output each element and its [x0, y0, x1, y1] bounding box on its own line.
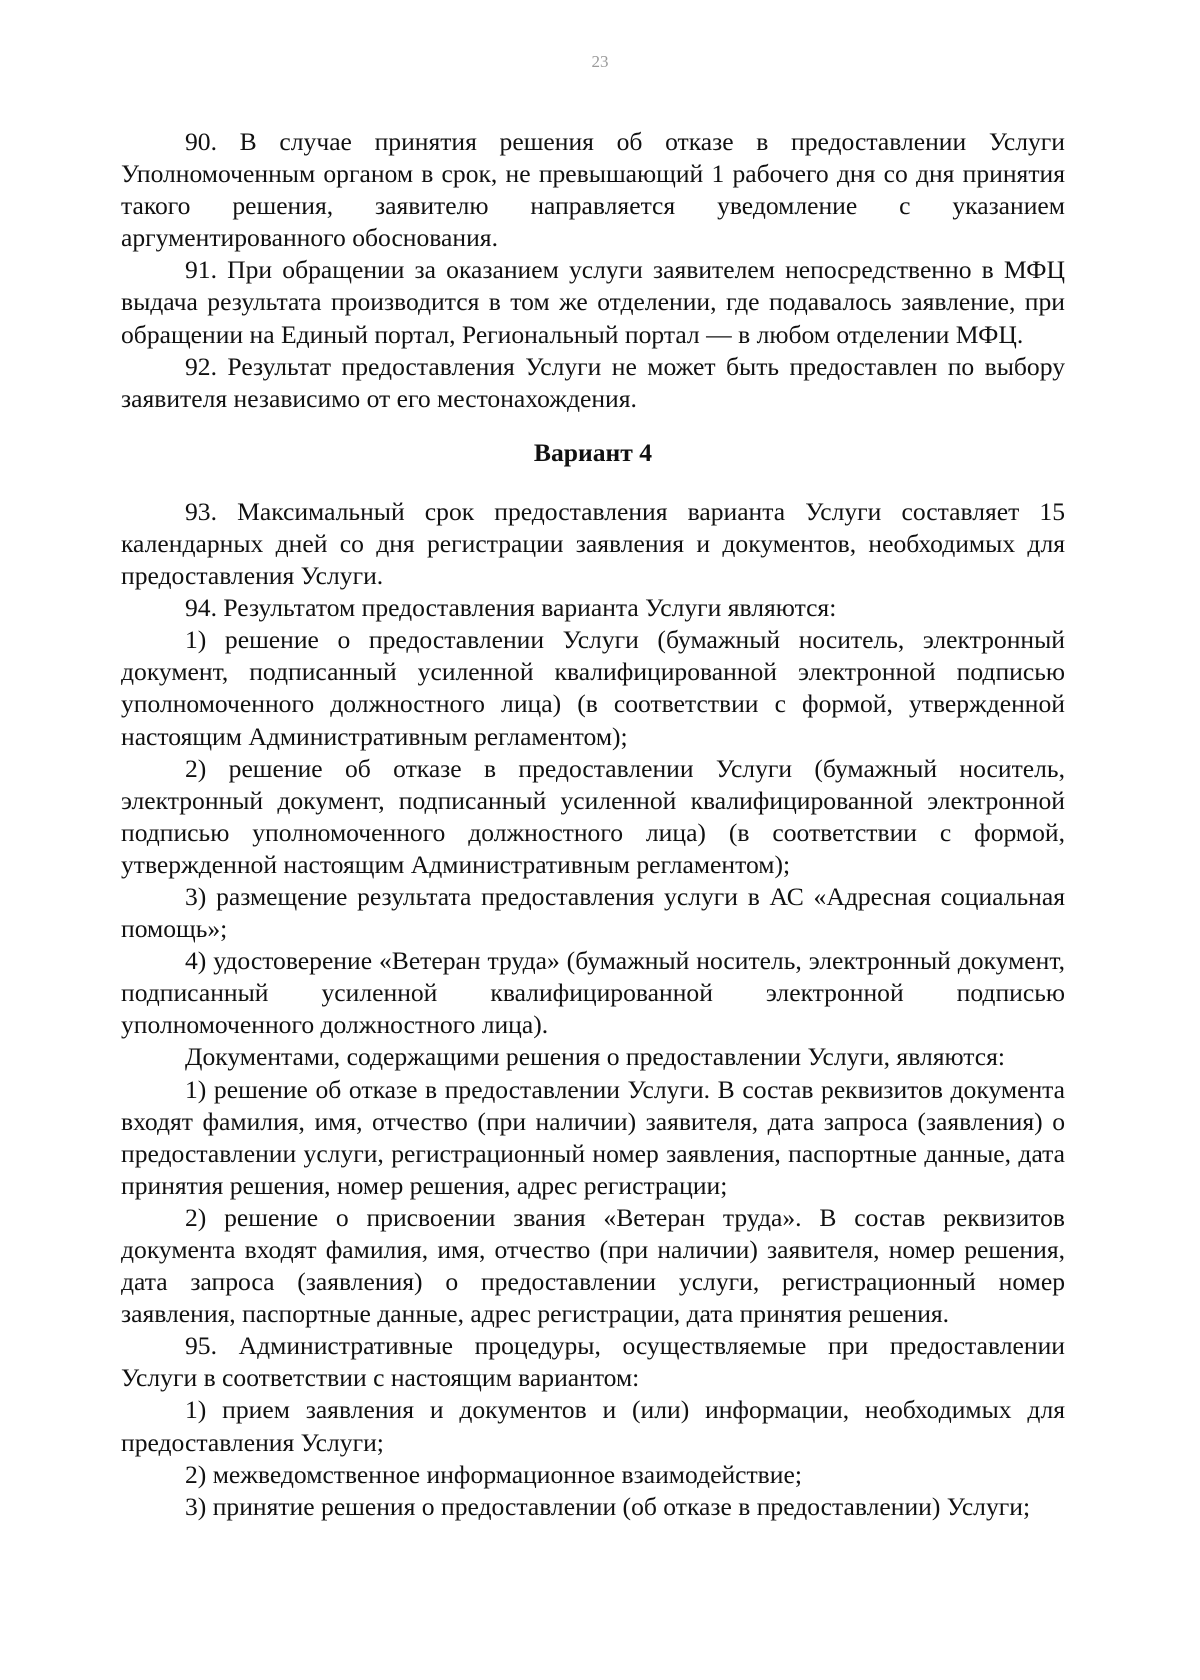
- paragraph-documents-item-2: 2) решение о присвоении звания «Ветеран труда». В состав реквизитов документа входят фамилия, имя, отчество (при наличии) заявителя, номер решения, дата запроса (заявления) о предоставлении услуги, регистрационный номер заявления, паспортные данные, адрес регистрации, дата принятия решения.: [121, 1202, 1065, 1329]
- paragraph-93: 93. Максимальный срок предоставления варианта Услуги составляет 15 календарных дней со дня регистрации заявления и документов, необходимых для предоставления Услуги.: [121, 496, 1065, 591]
- paragraph-94-item-3: 3) размещение результата предоставления услуги в АС «Адресная социальная помощь»;: [121, 881, 1065, 944]
- paragraph-91: 91. При обращении за оказанием услуги заявителем непосредственно в МФЦ выдача результата производится в том же отделении, где подавалось заявление, при обращении на Единый портал, Региональный портал — в любом отделении МФЦ.: [121, 255, 1065, 349]
- paragraph-92: 92. Результат предоставления Услуги не может быть предоставлен по выбору заявителя независимо от его местонахождения.: [121, 351, 1065, 413]
- paragraph-90: 90. В случае принятия решения об отказе в предоставлении Услуги Уполномоченным органом в срок, не превышающий 1 рабочего дня со дня принятия такого решения, заявителю направляется уведомление с указанием аргументированного обоснования.: [121, 127, 1065, 253]
- paragraph-95-item-2: 2) межведомственное информационное взаимодействие;: [185, 1459, 802, 1489]
- section-heading: Вариант 4: [533, 437, 653, 467]
- page-number: 23: [591, 52, 609, 71]
- paragraph-documents-intro: Документами, содержащими решения о предоставлении Услуги, являются:: [185, 1042, 1006, 1072]
- document-body: [121, 126, 1065, 1523]
- paragraph-95-item-3: 3) принятие решения о предоставлении (об отказе в предоставлении) Услуги;: [185, 1491, 1031, 1521]
- paragraph-94-item-1: 1) решение о предоставлении Услуги (бумажный носитель, электронный документ, подписанный усиленной квалифицированной электронной подписью уполномоченного должностного лица) (в соответствии с формой, утвержденной настоящим Административным регламентом);: [121, 625, 1065, 751]
- paragraph-94-item-4: 4) удостоверение «Ветеран труда» (бумажный носитель, электронный документ, подписанный усиленной квалифицированной электронной подписью уполномоченного должностного лица).: [121, 946, 1065, 1040]
- paragraph-95: 95. Административные процедуры, осуществляемые при предоставлении Услуги в соответствии с настоящим вариантом:: [121, 1331, 1065, 1393]
- paragraph-documents-item-1: 1) решение об отказе в предоставлении Услуги. В состав реквизитов документа входят фамилия, имя, отчество (при наличии) заявителя, дата запроса (заявления) о предоставлении услуги, регистрационный номер заявления, паспортные данные, дата принятия решения, номер решения, адрес регистрации;: [121, 1074, 1065, 1200]
- paragraph-94-item-2: 2) решение об отказе в предоставлении Услуги (бумажный носитель, электронный документ, подписанный усиленной квалифицированной электронной подписью уполномоченного должностного лица) (в соответствии с формой, утвержденной настоящим Административным регламентом);: [121, 753, 1065, 879]
- paragraph-94: 94. Результатом предоставления варианта Услуги являются:: [185, 593, 837, 623]
- paragraph-95-item-1: 1) прием заявления и документов и (или) информации, необходимых для предоставления Услуги;: [121, 1395, 1065, 1457]
